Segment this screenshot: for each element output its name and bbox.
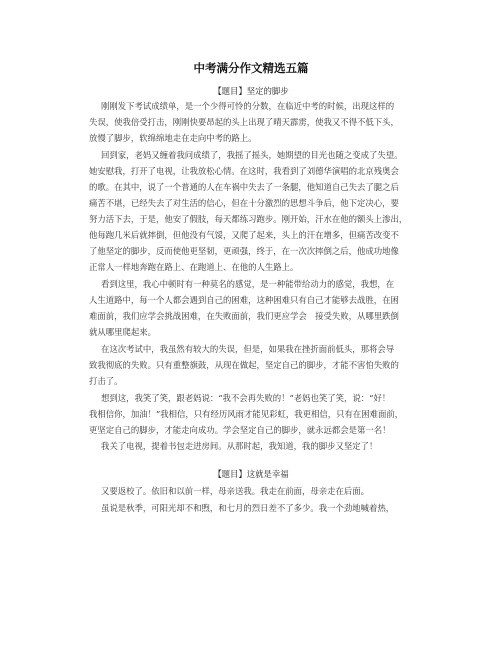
s1-line-19: 想到这，我笑了笑，跟老妈说：“我不会再失败的！”老妈也笑了笑，说：“好！ <box>101 393 391 403</box>
s1-line-17: 致我彻底的失败。只有重整旗鼓，从现在做起，坚定自己的脚步，才能不害怕失败的 <box>89 360 399 370</box>
s2-line-1: 又要返校了。依旧和以前一样，母亲送我。我走在前面，母亲走在后面。 <box>101 486 369 496</box>
s1-line-13: 人生道路中，每一个人都会遇到自己的困难，这种困难只有自己才能够去战胜，在困 <box>89 295 399 305</box>
s1-line-5: 她安慰我，打开了电视，让我放松心情。在这时，我看到了刘德华演唱的北京残奥会 <box>89 166 399 176</box>
document-title: 中考满分作文精选五篇 <box>193 61 309 75</box>
s1-line-12: 看到这里，我心中顿时有一种莫名的感觉，是一种能带给动力的感觉，我想，在 <box>101 279 395 289</box>
s1-line-1: 刚刚发下考试成绩单，是一个少得可怜的分数，在临近中考的时候，出现这样的 <box>101 101 395 111</box>
section-2-title: 【题目】这就是幸福 <box>213 469 289 479</box>
s1-line-16: 在这次考试中，我虽然有较大的失误，但是，如果我在挫折面前低头，那将会导 <box>101 344 395 354</box>
s2-line-2: 虽说是秋季，可阳光却不和煦，和七月的烈日差不了多少。我一个劲地喊着热， <box>101 503 395 513</box>
s1-line-21: 更坚定自己的脚步，才能走向成功。学会坚定自己的脚步，就永远都会是第一名！ <box>89 425 391 435</box>
s1-line-9: 他每跑几米后就摔倒，但他没有气馁，又爬了起来，头上的汗在增多，但痛苦改变不 <box>89 230 399 240</box>
s1-line-2: 失误，使我倍受打击，刚刚快要昂起的头上出现了晴天霹雳，使我又不得不低下头， <box>89 117 399 127</box>
s1-line-15: 就从哪里爬起来。 <box>89 327 156 337</box>
s1-line-3: 放慢了脚步，软绵绵地走在走向中考的路上。 <box>89 133 257 143</box>
s1-line-18: 打击了。 <box>89 376 123 386</box>
s1-line-20: 我相信你，加油！”我相信，只有经历风雨才能见彩虹，我更相信，只有在困难面前， <box>89 409 404 419</box>
s1-line-8: 努力活下去，于是，他安了假肢，每天都练习跑步。刚开始，汗水在他的额头上渗出， <box>89 214 408 224</box>
s1-line-7: 痛苦不堪，已经失去了对生活的信心，但在十分激烈的思想斗争后，他下定决心，要 <box>89 198 399 208</box>
s1-line-14: 难面前，我们应学会挑战困难，在失败面前，我们更应学会 接受失败，从哪里跌倒 <box>89 311 399 321</box>
s1-line-6: 的歌。在其中，说了一个普通的人在车祸中失去了一条腿，他知道自己失去了腿之后 <box>89 182 399 192</box>
s1-line-11: 正常人一样地奔跑在路上、在跑道上、在他的人生路上。 <box>89 262 299 272</box>
s1-line-10: 了他坚定的脚步，反而使他更坚韧，更顽强，终于，在一次次摔倒之后，他成功地像 <box>89 246 399 256</box>
s1-line-22: 我关了电视，提着书包走进房间。从那时起，我知道，我的脚步又坚定了！ <box>101 441 378 451</box>
s1-line-4: 回到家，老妈又缠着我问成绩了，我摇了摇头，她期望的目光也随之变成了失望。 <box>101 150 403 160</box>
section-1-title: 【题目】坚定的脚步 <box>213 86 289 96</box>
